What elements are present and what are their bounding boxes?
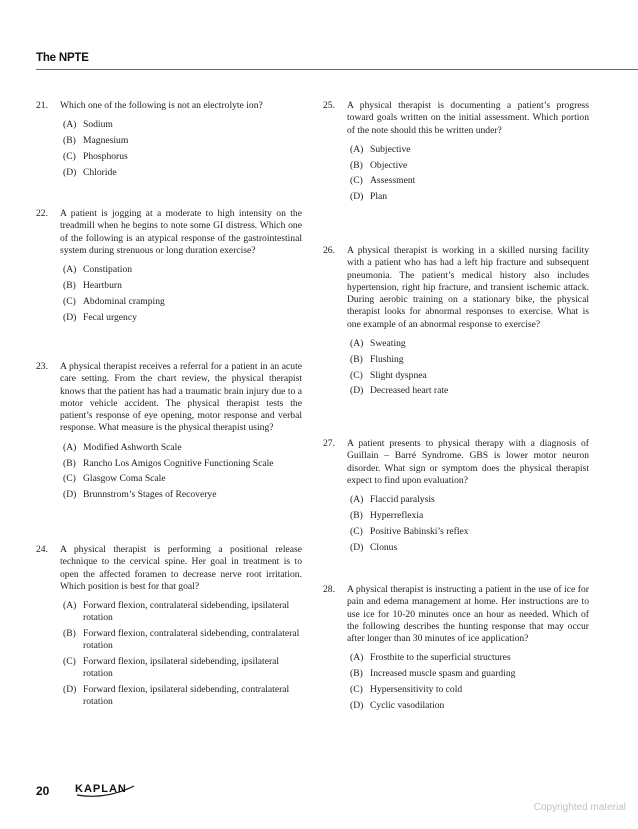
question-24	[36, 544, 302, 712]
answer-option: (D) Clonus	[350, 541, 398, 553]
copyright-watermark: Copyrighted material	[533, 802, 626, 813]
svg-text:KAPLAN: KAPLAN	[75, 783, 127, 795]
answer-option: (C) Abdominal cramping	[63, 295, 165, 307]
answer-option: (A) Subjective	[350, 143, 411, 155]
question-stem: A physical therapist is performing a positional release technique to the cervical spine. Her goal in treatment is to open the affected foramen to decrease nerve root irritation. Which position is best for that goal?	[60, 544, 302, 592]
page-number: 20	[36, 784, 50, 798]
answer-option: (C) Glasgow Coma Scale	[63, 473, 166, 485]
question-28	[323, 584, 589, 716]
question-stem: A physical therapist is working in a skilled nursing facility with a patient who has had a left hip fracture and subsequent pneumonia. The patient’s medical history also includes hypertension, right hip fracture, and transient ischemic attack. During aerobic training on a stationary bike, the physical therapist looks for abnormal responses to exercise. What is one example of an abnormal response to exercise?	[347, 245, 589, 330]
question-26	[323, 245, 589, 401]
answer-option: (B) Hyperreflexia	[350, 509, 424, 521]
kaplan-logo	[74, 778, 138, 800]
answer-option: (A) Modified Ashworth Scale	[63, 441, 182, 453]
answer-option: (A) Frostbite to the superficial structures	[350, 652, 511, 664]
answer-option: (D) Plan	[350, 191, 388, 203]
answer-option: (D) Fecal urgency	[63, 311, 137, 323]
answer-option: (A) Sodium	[63, 119, 113, 131]
question-stem: A physical therapist receives a referral for a patient in an acute care setting. From the chart review, the physical therapist knows that the patient has had a traumatic brain injury due to a motor vehicle accident. The physical therapist tests the patient’s response of eye opening, motor response and verbal response. What measure is the physical therapist using?	[60, 361, 302, 434]
question-number: 24.	[36, 544, 48, 555]
answer-option: (B) Flushing	[350, 353, 404, 365]
page-header-title: The NPTE	[36, 52, 89, 64]
answer-option: (C) Assessment	[350, 175, 416, 187]
answer-option: (B) Magnesium	[63, 135, 129, 147]
answer-option: (D) Brunnstrom’s Stages of Recoverye	[63, 489, 217, 501]
answer-option: (D) Chloride	[63, 166, 117, 178]
question-stem: A physical therapist is documenting a patient’s progress toward goals written on the initial assessment. Which portion of the note should this be written under?	[347, 100, 589, 136]
question-22	[36, 208, 302, 327]
question-27	[323, 438, 589, 557]
question-number: 23.	[36, 361, 48, 372]
question-21	[36, 100, 302, 182]
answer-option: (C) Hypersensitivity to cold	[350, 684, 463, 696]
answer-option: (D) Cyclic vasodilation	[350, 699, 445, 711]
answer-option: (B) Heartburn	[63, 279, 122, 291]
answer-option: (B) Forward flexion, contralateral sidebending, contralateral rotation	[63, 628, 300, 652]
answer-option: (D) Decreased heart rate	[350, 385, 449, 397]
answer-option: (B) Rancho Los Amigos Cognitive Functioning Scale	[63, 457, 274, 469]
question-number: 27.	[323, 438, 335, 449]
answer-option: (A) Constipation	[63, 264, 133, 276]
question-stem: Which one of the following is not an electrolyte ion?	[60, 100, 263, 111]
question-stem: A patient is jogging at a moderate to high intensity on the treadmill when he begins to note some GI distress. Which one of the following is an atypical response of the gastrointestinal system during strenuous or long duration exercise?	[60, 208, 302, 256]
answer-option: (A) Flaccid paralysis	[350, 494, 435, 506]
answer-option: (C) Phosphorus	[63, 150, 128, 162]
answer-option: (C) Positive Babinski’s reflex	[350, 525, 469, 537]
question-number: 22.	[36, 208, 48, 219]
question-number: 25.	[323, 100, 335, 111]
answer-option: (B) Objective	[350, 159, 408, 171]
answer-option: (B) Increased muscle spasm and guarding	[350, 668, 516, 680]
question-number: 26.	[323, 245, 335, 256]
question-number: 28.	[323, 584, 335, 595]
answer-option: (A) Sweating	[350, 338, 406, 350]
answer-option: (D) Forward flexion, ipsilateral sidebending, contralateral rotation	[63, 684, 290, 708]
question-23	[36, 361, 302, 505]
answer-option: (A) Forward flexion, contralateral sidebending, ipsilateral rotation	[63, 600, 290, 624]
answer-option: (C) Forward flexion, ipsilateral sidebending, ipsilateral rotation	[63, 656, 280, 680]
question-stem: A patient presents to physical therapy with a diagnosis of Guillain – Barré Syndrome. GBS is lower motor neuron disorder. What sign or symptom does the physical therapist expect to find upon evaluation?	[347, 438, 589, 486]
question-stem: A physical therapist is instructing a patient in the use of ice for pain and edema management at home. Her instructions are to use ice for 10-20 minutes once an hour as needed. Which of the following describes the hunting response that may occur after longer than 30 minutes of ice application?	[347, 584, 589, 645]
question-number: 21.	[36, 100, 48, 111]
answer-option: (C) Slight dyspnea	[350, 369, 427, 381]
header-rule	[36, 69, 638, 70]
question-25	[323, 100, 589, 207]
